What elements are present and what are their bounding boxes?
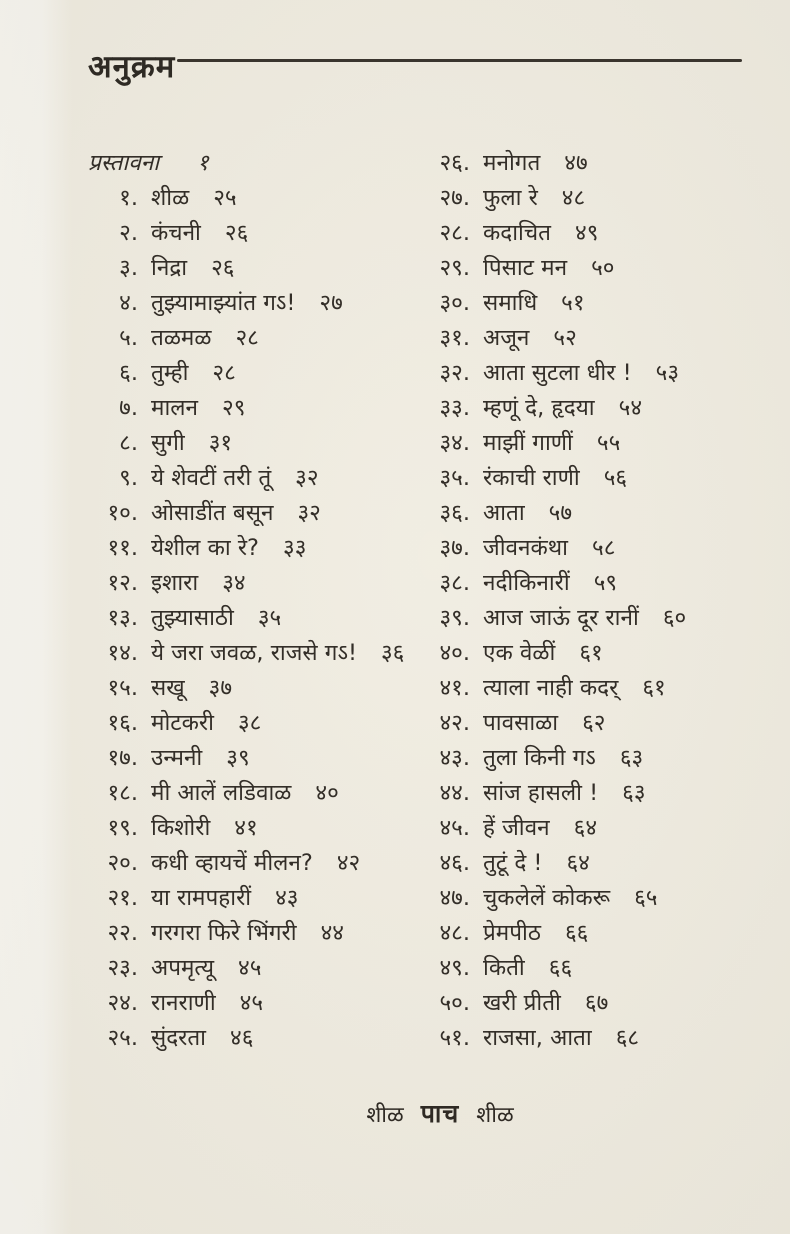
entry-page-number: २५ <box>213 185 237 211</box>
toc-entry <box>88 916 420 951</box>
entry-number: २१. <box>107 885 138 911</box>
entry-page-number: ३५ <box>257 605 282 631</box>
toc-entry <box>88 496 420 531</box>
toc-entry <box>420 181 770 216</box>
entry-number: १०. <box>107 500 138 526</box>
entry-page-number: ५४ <box>618 395 643 421</box>
entry-number: ७. <box>119 395 138 421</box>
entry-page-number: ५० <box>591 255 615 281</box>
toc-entry <box>88 566 420 601</box>
entry-title: ये शेवटीं तरी तूं <box>151 465 272 491</box>
toc-entry <box>88 286 420 321</box>
entry-title: अजून <box>483 325 530 351</box>
toc-entry <box>88 881 420 916</box>
toc-entry <box>420 216 770 251</box>
entry-title: राजसा, आता <box>483 1025 592 1051</box>
entry-number: २९. <box>439 255 470 281</box>
entry-page-number: ६१ <box>579 640 603 666</box>
toc-entry <box>420 391 770 426</box>
entry-page-number: ३२ <box>297 500 321 526</box>
toc-entry <box>420 566 770 601</box>
entry-page-number: ३२ <box>295 465 319 491</box>
entry-title: नदीकिनारीं <box>483 570 570 596</box>
entry-number: ५१. <box>439 1025 470 1051</box>
entry-page-number: ४३ <box>275 885 299 911</box>
entry-page-number: ६४ <box>566 850 590 876</box>
entry-title: सांज हासली ! <box>483 780 599 806</box>
entry-page-number: ५१ <box>561 290 585 316</box>
entry-page-number: ४७ <box>564 150 588 176</box>
entry-title: निद्रा <box>151 255 188 281</box>
entry-page-number: ६० <box>662 605 687 631</box>
preface-label: प्रस्तावना <box>88 150 160 176</box>
entry-number: ९. <box>119 465 138 491</box>
entry-title: पावसाळा <box>483 710 559 736</box>
entry-title: रानराणी <box>151 990 216 1016</box>
entry-number: २८. <box>439 220 470 246</box>
entry-title: तुम्ही <box>151 360 189 386</box>
toc-entry <box>88 531 420 566</box>
entry-number: २७. <box>439 185 470 211</box>
page-title: अनुक्रम <box>88 49 176 85</box>
toc-entry <box>420 1021 770 1056</box>
entry-title: कदाचित <box>483 220 551 246</box>
toc-entry <box>88 636 420 671</box>
entry-page-number: ६७ <box>584 990 609 1016</box>
entry-number: ३७. <box>439 535 470 561</box>
entry-number: ४१. <box>439 675 470 701</box>
entry-number: ३६. <box>439 500 470 526</box>
entry-title: माझीं गाणीं <box>483 430 573 456</box>
entry-title: ये जरा जवळ, राजसे गऽ! <box>151 640 357 666</box>
toc-entry <box>88 986 420 1021</box>
entry-page-number: ६८ <box>615 1025 640 1051</box>
entry-page-number: ४९ <box>575 220 599 246</box>
entry-number: ५०. <box>439 990 470 1016</box>
entry-number: ८. <box>119 430 138 456</box>
footer-text-emphasis: पाच <box>420 1099 460 1128</box>
toc-entry <box>420 426 770 461</box>
entry-title: एक वेळीं <box>483 640 556 666</box>
entry-page-number: ५६ <box>603 465 628 491</box>
entry-number: २०. <box>107 850 138 876</box>
entry-title: समाधि <box>483 290 538 316</box>
entry-title: कधी व्हायचें मीलन? <box>151 850 313 876</box>
entry-number: ४७. <box>439 885 470 911</box>
entry-number: ३१. <box>439 325 470 351</box>
entry-title: फुला रे <box>483 185 538 211</box>
entry-title: किशोरी <box>151 815 211 841</box>
entry-title: या रामपहारीं <box>151 885 252 911</box>
toc-entry <box>88 356 420 391</box>
toc-entry <box>420 741 770 776</box>
toc-entry <box>420 251 770 286</box>
entry-page-number: ३४ <box>222 570 246 596</box>
toc-entry <box>88 251 420 286</box>
entry-page-number: २९ <box>222 395 246 421</box>
entry-title: येशील का रे? <box>151 535 259 561</box>
entry-page-number: ६६ <box>564 920 589 946</box>
entry-number: १८. <box>107 780 138 806</box>
entry-page-number: ४४ <box>320 920 344 946</box>
entry-page-number: ५७ <box>548 500 573 526</box>
entry-number: १२. <box>107 570 138 596</box>
entry-page-number: ४२ <box>336 850 361 876</box>
toc-entry <box>420 356 770 391</box>
entry-page-number: ३६ <box>380 640 405 666</box>
toc-entry <box>88 426 420 461</box>
entry-page-number: ५५ <box>596 430 621 456</box>
preface-page-number: १ <box>197 150 209 176</box>
toc-entry <box>420 496 770 531</box>
entry-page-number: ४१ <box>234 815 258 841</box>
toc-columns <box>88 146 770 1056</box>
entry-title: जीवनकंथा <box>483 535 569 561</box>
toc-entry <box>420 776 770 811</box>
entry-number: ४४. <box>439 780 470 806</box>
toc-entry <box>88 811 420 846</box>
entry-page-number: ३३ <box>283 535 307 561</box>
entry-number: ३४. <box>439 430 470 456</box>
toc-entry <box>420 846 770 881</box>
entry-number: ४९. <box>439 955 470 981</box>
entry-title: किती <box>483 955 525 981</box>
entry-title: तुटूं दे ! <box>483 850 543 876</box>
entry-number: ४२. <box>439 710 470 736</box>
footer-signature <box>90 1096 790 1130</box>
entry-page-number: ६२ <box>582 710 606 736</box>
entry-number: २६. <box>439 150 470 176</box>
entry-title: गरगरा फिरे भिंगरी <box>151 920 297 946</box>
entry-title: तळमळ <box>151 325 212 351</box>
toc-entry <box>88 706 420 741</box>
toc-entry <box>88 601 420 636</box>
entry-title: मोटकरी <box>151 710 214 736</box>
toc-entry <box>420 601 770 636</box>
toc-entry <box>420 636 770 671</box>
entry-number: ११. <box>107 535 138 561</box>
toc-entry <box>420 146 770 181</box>
entry-page-number: ४८ <box>561 185 586 211</box>
header-rule <box>177 59 742 62</box>
entry-title: आता <box>483 500 525 526</box>
entry-number: ४३. <box>439 745 470 771</box>
entry-title: चुकलेलें कोकरू <box>483 885 611 911</box>
toc-entry <box>420 881 770 916</box>
entry-page-number: ६३ <box>622 780 646 806</box>
entry-number: १५. <box>107 675 138 701</box>
entry-number: ६. <box>119 360 138 386</box>
entry-number: २२. <box>107 920 138 946</box>
entry-number: ३३. <box>439 395 470 421</box>
entry-title: कंचनी <box>151 220 201 246</box>
entry-page-number: ३७ <box>208 675 233 701</box>
entry-number: ३५. <box>439 465 470 491</box>
entry-title: उन्मनी <box>151 745 203 771</box>
entry-title: सुगी <box>151 430 185 456</box>
entry-number: १३. <box>107 605 138 631</box>
entry-title: शीळ <box>151 185 190 211</box>
entry-number: ३२. <box>439 360 470 386</box>
toc-entry <box>88 951 420 986</box>
toc-entry <box>420 951 770 986</box>
footer-text-right: शीळ <box>476 1103 514 1128</box>
page-header <box>88 50 742 84</box>
entry-number: १४. <box>107 640 138 666</box>
toc-entry <box>420 671 770 706</box>
entry-number: ४८. <box>439 920 470 946</box>
entry-page-number: ४५ <box>238 955 262 981</box>
toc-column-right <box>420 146 770 1056</box>
entry-page-number: २६ <box>211 255 235 281</box>
entry-number: १६. <box>107 710 138 736</box>
entry-title: सखू <box>151 675 185 701</box>
toc-entry <box>420 461 770 496</box>
entry-number: ३. <box>119 255 138 281</box>
entry-title: आता सुटला धीर ! <box>483 360 632 386</box>
entry-number: ४५. <box>439 815 470 841</box>
entry-page-number: ५३ <box>655 360 680 386</box>
entry-title: ओसाडींत बसून <box>151 500 274 526</box>
footer-text-left: शीळ <box>366 1103 404 1128</box>
toc-entry <box>420 811 770 846</box>
entry-title: त्याला नाही कदर् <box>483 675 619 701</box>
entry-number: ४६. <box>439 850 470 876</box>
entry-page-number: ३१ <box>208 430 233 456</box>
entry-page-number: ४५ <box>239 990 264 1016</box>
toc-entry <box>88 216 420 251</box>
entry-page-number: २६ <box>224 220 249 246</box>
entry-page-number: ३८ <box>237 710 262 736</box>
toc-entry <box>88 391 420 426</box>
entry-title: पिसाट मन <box>483 255 568 281</box>
entry-title: प्रेमपीठ <box>483 920 541 946</box>
entry-title: अपमृत्यू <box>151 955 215 981</box>
toc-entry <box>420 986 770 1021</box>
entry-title: इशारा <box>151 570 199 596</box>
entry-title: तुला किनी गऽ <box>483 745 596 771</box>
toc-entry <box>88 776 420 811</box>
entry-title: हें जीवन <box>483 815 550 841</box>
toc-column-left <box>88 146 420 1056</box>
entry-number: २४. <box>107 990 138 1016</box>
entry-page-number: ३९ <box>226 745 250 771</box>
toc-entry <box>88 181 420 216</box>
entry-title: म्हणूं दे, हृदया <box>483 395 595 421</box>
entry-number: १. <box>119 185 138 211</box>
entry-page-number: ५९ <box>593 570 618 596</box>
entry-page-number: ६३ <box>619 745 644 771</box>
toc-entry <box>420 321 770 356</box>
toc-entry <box>88 671 420 706</box>
entry-number: ४०. <box>439 640 470 666</box>
entry-number: २५. <box>107 1025 138 1051</box>
entry-number: १९. <box>107 815 138 841</box>
entry-title: सुंदरता <box>151 1025 207 1051</box>
entry-page-number: ४६ <box>230 1025 254 1051</box>
entry-number: ३९. <box>439 605 470 631</box>
entry-page-number: ६५ <box>634 885 658 911</box>
toc-entry <box>420 916 770 951</box>
toc-entry <box>88 741 420 776</box>
toc-entry <box>420 531 770 566</box>
preface-row <box>88 146 420 181</box>
entry-title: तुझ्यामाझ्यांत गऽ! <box>151 290 296 316</box>
entry-title: तुझ्यासाठी <box>151 605 234 631</box>
entry-page-number: ६६ <box>548 955 573 981</box>
entry-number: ४. <box>119 290 138 316</box>
entry-page-number: २८ <box>235 325 259 351</box>
entry-title: मी आलें लडिवाळ <box>151 780 292 806</box>
entry-number: ३८. <box>439 570 470 596</box>
entry-page-number: ६४ <box>573 815 598 841</box>
toc-entry <box>88 1021 420 1056</box>
entry-title: मालन <box>151 395 199 421</box>
entry-number: १७. <box>107 745 138 771</box>
entry-page-number: २८ <box>212 360 236 386</box>
entry-page-number: ५२ <box>553 325 577 351</box>
entry-number: २३. <box>107 955 138 981</box>
entry-number: ५. <box>119 325 138 351</box>
toc-entry <box>420 706 770 741</box>
entry-title: रंकाची राणी <box>483 465 580 491</box>
toc-entry <box>88 461 420 496</box>
entry-page-number: ४० <box>315 780 339 806</box>
entry-page-number: २७ <box>319 290 343 316</box>
toc-entry <box>88 321 420 356</box>
entry-title: मनोगत <box>483 150 541 176</box>
entry-page-number: ५८ <box>592 535 616 561</box>
entry-number: २. <box>119 220 138 246</box>
entry-page-number: ६१ <box>642 675 666 701</box>
toc-entry <box>88 846 420 881</box>
entry-number: ३०. <box>439 290 470 316</box>
entry-title: आज जाऊं दूर रानीं <box>483 605 639 631</box>
toc-entry <box>420 286 770 321</box>
entry-title: खरी प्रीती <box>483 990 561 1016</box>
